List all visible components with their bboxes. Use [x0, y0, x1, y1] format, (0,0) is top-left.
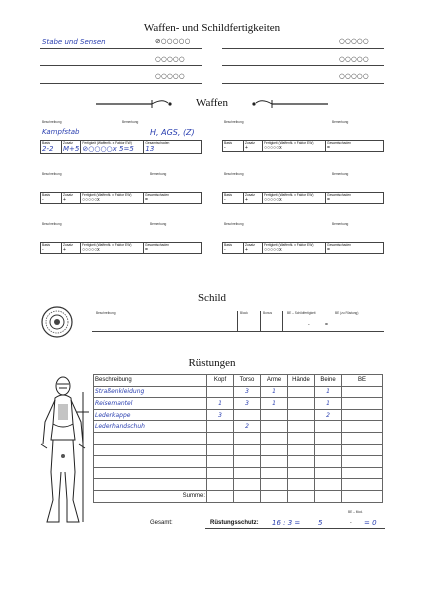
- armor-be[interactable]: [342, 398, 383, 410]
- skill-line: [222, 65, 384, 66]
- gesamt-label: Gesamt:: [150, 520, 173, 526]
- table-row[interactable]: [94, 432, 383, 444]
- armor-desc[interactable]: [94, 432, 207, 444]
- zusatz-label: Zusatz: [245, 141, 255, 145]
- skill-circles-right-1[interactable]: ○○○○○: [339, 37, 369, 45]
- table-row[interactable]: [94, 386, 383, 398]
- gesamt-label: Gesamtschaden: [327, 243, 352, 247]
- zusatz-label: Zusatz: [245, 193, 255, 197]
- armor-desc[interactable]: Lederhandschuh: [94, 421, 207, 433]
- armor-beine[interactable]: 1: [315, 398, 342, 410]
- shield-be-armor-label: BE (zu Rüstung): [335, 311, 359, 315]
- zusatz-label: Zusatz: [245, 243, 255, 247]
- skill-circles-left-3[interactable]: ○○○○○: [155, 72, 185, 80]
- skill-circles-right-2[interactable]: ○○○○○: [339, 55, 369, 63]
- armor-haende[interactable]: [288, 386, 315, 398]
- basis-value-5[interactable]: -: [42, 247, 44, 253]
- armor-haende[interactable]: [288, 398, 315, 410]
- fert-label: Fertigkeit (Waffenfk. x Faktor EW): [82, 193, 132, 197]
- gesamt-value-3[interactable]: =: [145, 197, 148, 203]
- skill-circles-right-3[interactable]: ○○○○○: [339, 72, 369, 80]
- table-row[interactable]: [94, 456, 383, 468]
- armor-hdr-be: BE: [342, 375, 383, 387]
- gesamt-label: Gesamtschaden: [145, 193, 170, 197]
- weapons-title: Waffen: [196, 97, 228, 109]
- armor-hdr-kopf: Kopf: [207, 375, 234, 387]
- armor-arme[interactable]: [261, 409, 288, 421]
- weapon-note-label: Bemerkung: [150, 172, 167, 176]
- weapon-note-1[interactable]: H, AGS, (Z): [150, 128, 195, 137]
- skill-name-left-1[interactable]: Stabe und Sensen: [42, 38, 106, 46]
- armor-torso[interactable]: [234, 409, 261, 421]
- armor-kopf[interactable]: [207, 421, 234, 433]
- weapon-desc-label: Beschreibung: [42, 120, 62, 124]
- zusatz-value-5[interactable]: +: [63, 247, 66, 253]
- zusatz-value-3[interactable]: +: [63, 197, 66, 203]
- zusatz-label: Zusatz: [63, 243, 73, 247]
- skill-line: [222, 83, 384, 84]
- zusatz-value-6[interactable]: +: [245, 247, 248, 253]
- zusatz-value-4[interactable]: +: [245, 197, 248, 203]
- skill-line: [40, 65, 202, 66]
- armor-arme[interactable]: [261, 421, 288, 433]
- basis-label: Basis: [42, 141, 51, 145]
- armor-be[interactable]: [342, 409, 383, 421]
- summe-row: [94, 490, 383, 502]
- fert-value-2[interactable]: ○○○○○x: [264, 145, 282, 151]
- weapon-desc-label: Beschreibung: [224, 120, 244, 124]
- skill-line: [222, 48, 384, 49]
- sword-right-icon: [252, 97, 332, 111]
- gesamt-value-4[interactable]: =: [327, 197, 330, 203]
- gesamt-line: [205, 528, 385, 529]
- armor-desc[interactable]: [94, 444, 207, 456]
- fert-value-5[interactable]: ○○○○○x: [82, 247, 100, 253]
- zusatz-label: Zusatz: [63, 141, 73, 145]
- armor-desc[interactable]: [94, 456, 207, 468]
- armor-desc[interactable]: [94, 467, 207, 479]
- armor-arme[interactable]: 1: [261, 398, 288, 410]
- weapon-note-label: Bemerkung: [332, 120, 349, 124]
- gesamt-value-5[interactable]: =: [145, 247, 148, 253]
- basis-value-2[interactable]: -: [224, 145, 226, 151]
- armor-torso[interactable]: 3: [234, 398, 261, 410]
- weapon-note-label: Bemerkung: [332, 172, 349, 176]
- basis-value-1[interactable]: 2-2: [42, 145, 54, 153]
- weapon-desc-label: Beschreibung: [224, 222, 244, 226]
- armor-desc[interactable]: Reisemantel: [94, 398, 207, 410]
- armor-desc[interactable]: Straßenkleidung: [94, 386, 207, 398]
- skill-circles-left-2[interactable]: ○○○○○: [155, 55, 185, 63]
- be-mod-label: BE – Mod.: [348, 510, 363, 514]
- basis-value-4[interactable]: -: [224, 197, 226, 203]
- armor-desc[interactable]: [94, 479, 207, 491]
- fert-label: Fertigkeit (Waffenfk. x Faktor EW): [264, 193, 314, 197]
- table-row[interactable]: [94, 467, 383, 479]
- skills-title: Waffen- und Schildfertigkeiten: [143, 22, 281, 34]
- armor-haende[interactable]: [288, 409, 315, 421]
- knight-icon: [33, 372, 93, 532]
- table-row[interactable]: [94, 479, 383, 491]
- be-mod-value[interactable]: = 0: [364, 519, 377, 527]
- weapon-name-1[interactable]: Kampfstab: [42, 128, 80, 136]
- armor-be[interactable]: [342, 421, 383, 433]
- zusatz-label: Zusatz: [63, 193, 73, 197]
- shield-be-eq: =: [325, 322, 328, 328]
- gesamt-label: Gesamtschaden: [327, 193, 352, 197]
- fert-value-3[interactable]: ○○○○○x: [82, 197, 100, 203]
- shield-icon: [40, 305, 74, 339]
- weapon-desc-label: Beschreibung: [42, 172, 62, 176]
- armor-be[interactable]: [342, 386, 383, 398]
- basis-label: Basis: [42, 243, 51, 247]
- fert-label: Fertigkeit (Waffenfk. x Faktor EW): [82, 141, 132, 145]
- gesamt-value-6[interactable]: =: [327, 247, 330, 253]
- armor-hdr-torso: Torso: [234, 375, 261, 387]
- armor-torso[interactable]: 3: [234, 386, 261, 398]
- schutz-label: Rüstungsschutz:: [210, 520, 259, 526]
- skill-line: [40, 48, 202, 49]
- armor-arme[interactable]: 1: [261, 386, 288, 398]
- armor-kopf[interactable]: 1: [207, 398, 234, 410]
- gesamt-value-2[interactable]: =: [327, 145, 330, 151]
- basis-label: Basis: [224, 141, 233, 145]
- weapon-desc-label: Beschreibung: [224, 172, 244, 176]
- zusatz-value-2[interactable]: +: [245, 145, 248, 151]
- fert-value-6[interactable]: ○○○○○x: [264, 247, 282, 253]
- fert-label: Fertigkeit (Waffenfk. x Faktor EW): [264, 243, 314, 247]
- basis-value-3[interactable]: -: [42, 197, 44, 203]
- basis-label: Basis: [224, 193, 233, 197]
- table-row[interactable]: [94, 398, 383, 410]
- armor-beine[interactable]: [315, 421, 342, 433]
- skill-line: [40, 83, 202, 84]
- basis-label: Basis: [224, 243, 233, 247]
- fert-label: Fertigkeit (Waffenfk. x Faktor EW): [264, 141, 314, 145]
- shield-bonus-label: Bonus: [263, 311, 273, 315]
- weapon-note-label: Bemerkung: [150, 222, 167, 226]
- basis-value-6[interactable]: -: [224, 247, 226, 253]
- schutz-value[interactable]: 16 : 3 =: [272, 519, 301, 527]
- gesamt-label: Gesamtschaden: [327, 141, 352, 145]
- table-row[interactable]: [94, 409, 383, 421]
- fert-label: Fertigkeit (Waffenfk. x Faktor EW): [82, 243, 132, 247]
- shield-be-dash: -: [308, 322, 310, 328]
- table-row[interactable]: [94, 444, 383, 456]
- zusatz-value-1[interactable]: M+5: [63, 145, 80, 153]
- armor-haende[interactable]: [288, 421, 315, 433]
- armor-kopf[interactable]: 3: [207, 409, 234, 421]
- armor-beine[interactable]: 1: [315, 386, 342, 398]
- armor-torso[interactable]: 2: [234, 421, 261, 433]
- armor-table: [93, 374, 383, 503]
- shield-desc-label: Beschreibung: [96, 311, 116, 315]
- fert-value-4[interactable]: ○○○○○x: [264, 197, 282, 203]
- armor-kopf[interactable]: [207, 386, 234, 398]
- summe-label: Summe:: [94, 490, 207, 502]
- shield-block-label: Block: [240, 311, 248, 315]
- shield-row[interactable]: [92, 311, 384, 332]
- basis-label: Basis: [42, 193, 51, 197]
- skill-circles-left-1[interactable]: ⊘○○○○○: [155, 37, 191, 45]
- be-mod-dash: -: [350, 520, 352, 526]
- gesamt-label: Gesamtschaden: [145, 141, 170, 145]
- table-row[interactable]: [94, 421, 383, 433]
- armor-beine[interactable]: 2: [315, 409, 342, 421]
- gesamt-label: Gesamtschaden: [145, 243, 170, 247]
- weapon-note-label: Bemerkung: [122, 120, 139, 124]
- armor-hdr-desc: Beschreibung: [94, 375, 207, 387]
- fert-value-1[interactable]: ⊘○○○○x 5=5: [82, 145, 134, 153]
- schutz-result[interactable]: 5: [318, 519, 323, 527]
- armor-desc[interactable]: Lederkappe: [94, 409, 207, 421]
- weapon-note-label: Bemerkung: [332, 222, 349, 226]
- armor-title: Rüstungen: [188, 357, 236, 369]
- shield-title: Schild: [197, 292, 227, 304]
- armor-hdr-haende: Hände: [288, 375, 315, 387]
- armor-hdr-arme: Arme: [261, 375, 288, 387]
- armor-hdr-beine: Beine: [315, 375, 342, 387]
- gesamt-value-1[interactable]: 13: [145, 145, 155, 153]
- shield-be-label: BE – Schildfertigkeit: [287, 311, 316, 315]
- weapon-desc-label: Beschreibung: [42, 222, 62, 226]
